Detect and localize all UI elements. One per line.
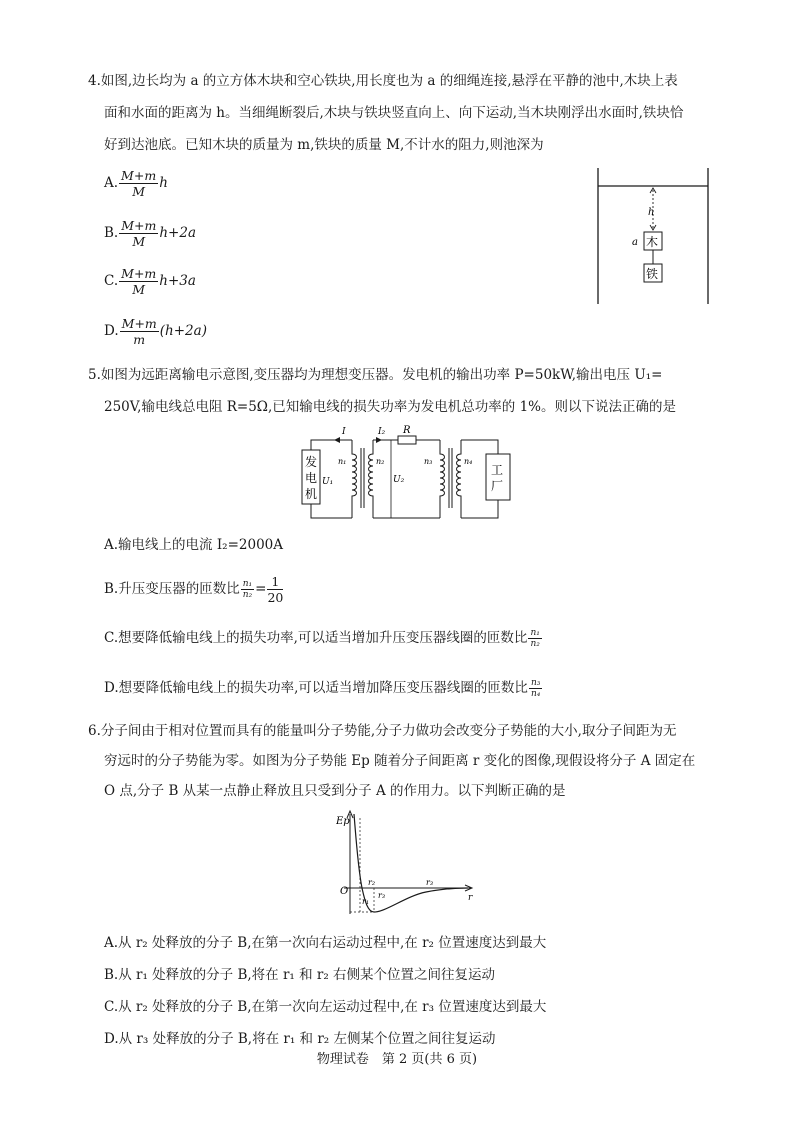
primary-bottom-wire bbox=[311, 504, 352, 518]
q4-option-c-fraction: $\frac{M+m}{M}$ bbox=[121, 266, 157, 297]
stepdown-primary-coil bbox=[440, 440, 445, 518]
page-footer: 物理试卷 第 2 页(共 6 页) bbox=[316, 1052, 478, 1067]
q5-option-b-ratio: $\frac{\text{n₁}}{\text{n₂}}$ bbox=[242, 579, 253, 600]
q4-stem-line1: 4.如图,边长均为 a 的立方体木块和空心铁块,用长度也为 a 的细绳连接,悬浮在平静的池中,木块上表 bbox=[88, 73, 678, 89]
factory-top-wire bbox=[461, 440, 498, 454]
r3-label: r₃ bbox=[378, 891, 386, 900]
origin-label: O bbox=[340, 886, 349, 897]
q5-option-b-value: $\frac{1}{20}$ bbox=[267, 574, 284, 605]
iron-label: 铁 bbox=[646, 267, 659, 281]
q4-stem-line2: 面和水面的距离为 h。当细绳断裂后,木块与铁块竖直向上、向下运动,当木块刚浮出水面时,铁块恰 bbox=[104, 105, 684, 121]
u1-label: U₁ bbox=[322, 477, 334, 487]
primary-top-wire bbox=[311, 440, 352, 450]
n1-label: n₁ bbox=[338, 457, 347, 466]
u2-label: U₂ bbox=[393, 475, 405, 485]
q6-option-c: C.从 r₂ 处释放的分子 B,在第一次向左运动过程中,在 r₃ 位置速度达到最大 bbox=[104, 999, 547, 1015]
current-arrow-i2-icon bbox=[376, 437, 382, 443]
generator-char-1: 发 bbox=[305, 455, 318, 469]
q4-option-b-fraction: $\frac{M+m}{M}$ bbox=[121, 218, 157, 249]
q6-stem-line3: O 点,分子 B 从某一点静止释放且只受到分子 A 的作用力。以下判断正确的是 bbox=[104, 783, 566, 799]
generator-char-3: 机 bbox=[305, 487, 318, 501]
stepdown-secondary-coil bbox=[457, 440, 462, 518]
n4-label: n₄ bbox=[464, 457, 473, 466]
ep-axis-label: Ep bbox=[336, 816, 350, 827]
q6-potential-graph bbox=[336, 808, 482, 920]
r1-label: r₁ bbox=[362, 897, 370, 906]
resistor-r bbox=[398, 436, 416, 444]
q4-stem-line3: 好到达池底。已知木块的质量为 m,铁块的质量 M,不计水的阻力,则池深为 bbox=[104, 137, 544, 153]
factory-box bbox=[486, 454, 510, 500]
factory-char-1: 工 bbox=[491, 463, 504, 477]
i2-label: I₂ bbox=[378, 427, 386, 437]
q4-pool-figure bbox=[592, 166, 716, 306]
q4-option-d: D. $\frac{M+m}{m}$ (h+2a) bbox=[104, 316, 207, 347]
n3-label: n₃ bbox=[424, 457, 433, 466]
stepup-secondary-coil bbox=[369, 440, 374, 518]
n2-label: n₂ bbox=[376, 457, 385, 466]
q6-stem-line2: 穷远时的分子势能为零。如图为分子势能 Ep 随着分子间距离 r 变化的图像,现假设将分子 A 固定在 bbox=[104, 753, 696, 769]
wood-label: 木 bbox=[646, 235, 659, 249]
q5-option-d-ratio: $\frac{\text{n₃}}{\text{n₄}}$ bbox=[530, 678, 541, 699]
r-label: R bbox=[403, 425, 411, 436]
q5-option-c-ratio: $\frac{\text{n₁}}{\text{n₂}}$ bbox=[530, 628, 540, 649]
current-arrow-i-icon bbox=[334, 437, 340, 443]
stepup-primary-coil bbox=[352, 440, 357, 518]
ep-curve bbox=[354, 814, 468, 912]
r-axis-label: r bbox=[468, 893, 473, 903]
r2-label: r₂ bbox=[368, 878, 376, 887]
q5-option-c: C.想要降低输电线上的损失功率,可以适当增加升压变压器线圈的匝数比 $\frac{\text{n₁}}{\text{n₂}}$ bbox=[104, 628, 540, 649]
q5-option-d: D.想要降低输电线上的损失功率,可以适当增加降压变压器线圈的匝数比 $\frac{\text{n₃}}{\text{n₄}}$ bbox=[104, 678, 541, 699]
q6-option-a: A.从 r₂ 处释放的分子 B,在第一次向右运动过程中,在 r₂ 位置速度达到最大 bbox=[104, 935, 547, 951]
factory-char-2: 厂 bbox=[491, 479, 504, 493]
q4-option-b: B. $\frac{M+m}{M}$ h+2a bbox=[104, 218, 197, 249]
a-label: a bbox=[632, 237, 638, 248]
generator-char-2: 电 bbox=[305, 471, 318, 485]
q4-option-a: A. $\frac{M+m}{M}$ h bbox=[104, 168, 168, 199]
factory-bottom-wire bbox=[461, 500, 498, 518]
r3-far-label: r₃ bbox=[426, 878, 434, 887]
q4-option-c: C. $\frac{M+m}{M}$ h+3a bbox=[104, 266, 196, 297]
q4-option-a-fraction: $\frac{M+m}{M}$ bbox=[121, 168, 157, 199]
q5-transmission-figure bbox=[300, 424, 516, 524]
h-label: h bbox=[648, 207, 655, 218]
q4-option-d-fraction: $\frac{M+m}{m}$ bbox=[121, 316, 157, 347]
current-i-label: I bbox=[342, 427, 346, 437]
q5-stem-line1: 5.如图为远距离输电示意图,变压器均为理想变压器。发电机的输出功率 P=50kW,输出电压 U₁= bbox=[88, 367, 663, 383]
q6-stem-line1: 6.分子间由于相对位置而具有的能量叫分子势能,分子力做功会改变分子势能的大小,取分子间距为无 bbox=[88, 723, 677, 739]
q6-option-b: B.从 r₁ 处释放的分子 B,将在 r₁ 和 r₂ 右侧某个位置之间往复运动 bbox=[104, 967, 496, 983]
q5-option-b: B.升压变压器的匝数比 $\frac{\text{n₁}}{\text{n₂}}$ = $\frac{1}{20}$ bbox=[104, 574, 284, 605]
q5-stem-line2: 250V,输电线总电阻 R=5Ω,已知输电线的损失功率为发电机总功率的 1%。则以下说法正确的是 bbox=[104, 399, 676, 415]
q6-option-d: D.从 r₃ 处释放的分子 B,将在 r₁ 和 r₂ 左侧某个位置之间往复运动 bbox=[104, 1031, 496, 1047]
q5-option-a: A.输电线上的电流 I₂=2000A bbox=[104, 537, 283, 553]
